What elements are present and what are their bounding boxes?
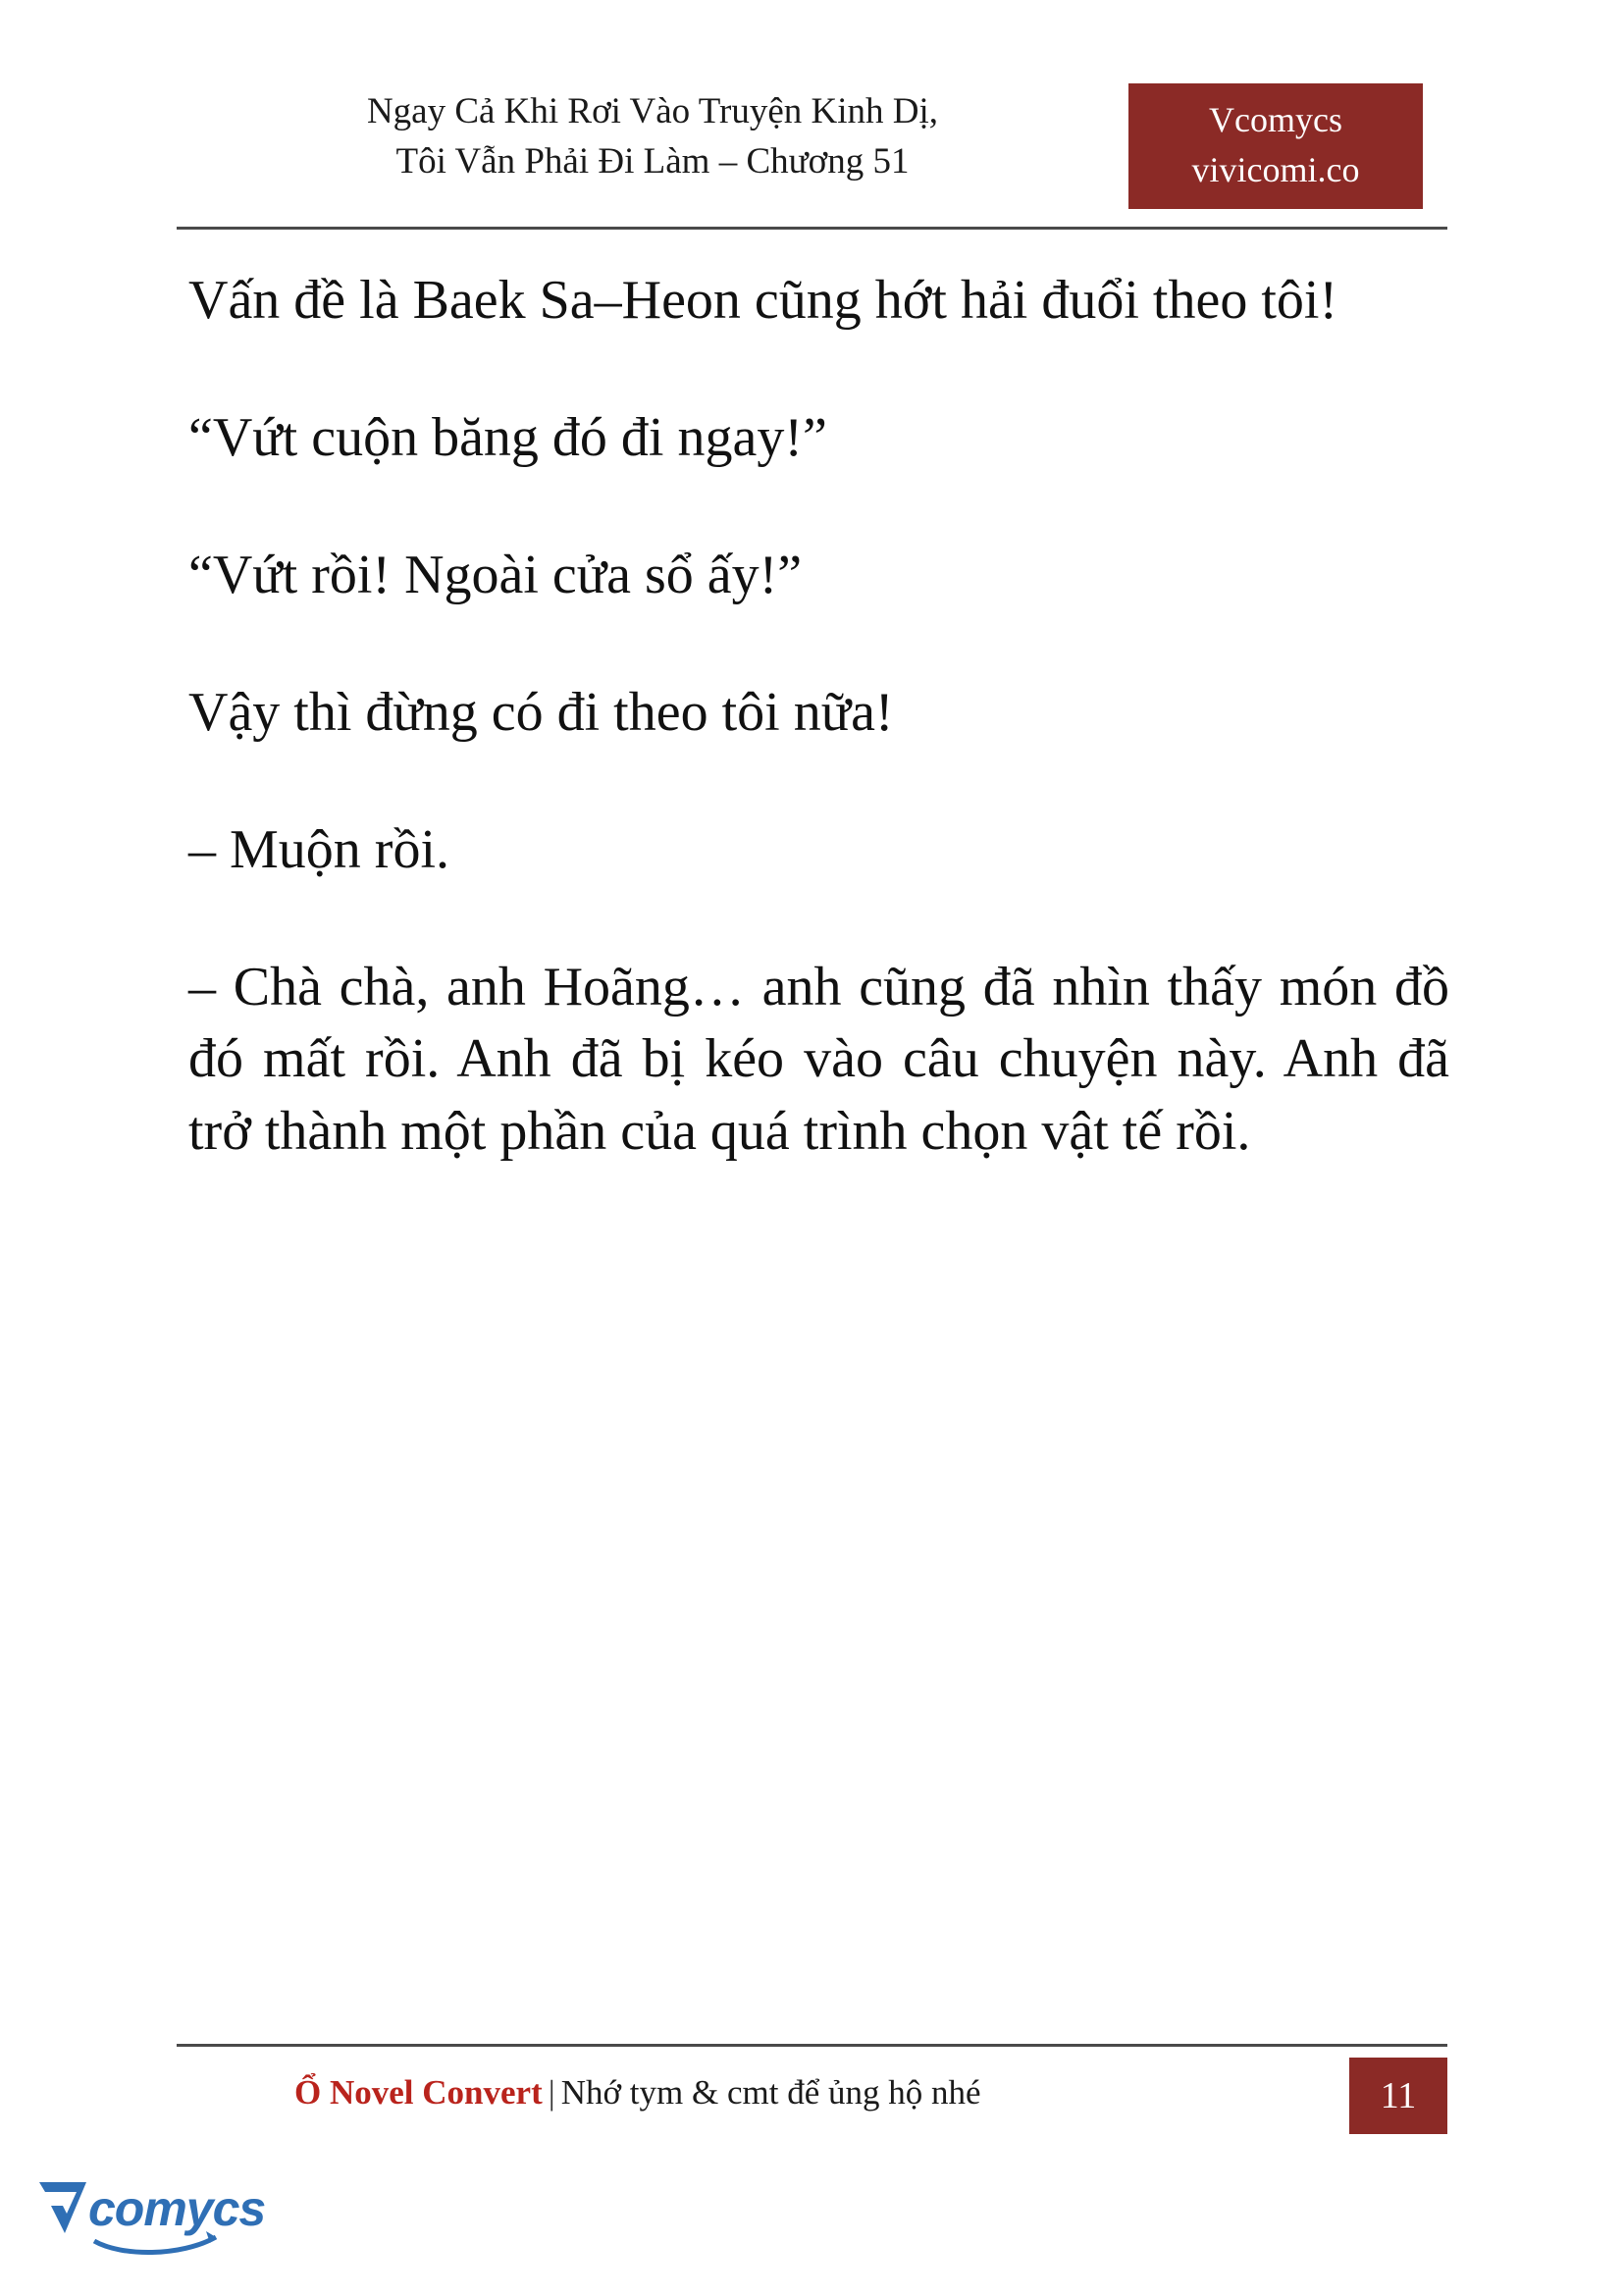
footer-credit <box>294 2073 981 2112</box>
footer-separator: | <box>548 2073 555 2112</box>
paragraph: – Muộn rồi. <box>188 818 449 880</box>
page-header <box>177 86 1447 214</box>
header-title <box>177 86 1128 186</box>
paragraph: “Vứt rồi! Ngoài cửa sổ ấy!” <box>188 544 803 605</box>
page-footer <box>177 2065 1447 2136</box>
header-divider <box>177 227 1447 230</box>
footer-brand: Ổ Novel Convert <box>294 2073 543 2112</box>
vcomycs-watermark-text: comycs <box>88 2181 266 2236</box>
footer-note: Nhớ tym & cmt để ủng hộ nhé <box>560 2073 981 2112</box>
site-badge-url: vivicomi.co <box>1191 150 1360 190</box>
page-number: 11 <box>1349 2058 1447 2134</box>
paragraph: Vậy thì đừng có đi theo tôi nữa! <box>188 681 894 743</box>
header-title-line-1: Ngay Cả Khi Rơi Vào Truyện Kinh Dị, <box>366 91 939 131</box>
vcomycs-watermark <box>33 2172 279 2261</box>
paragraph: – Chà chà, anh Hoãng… anh cũng đã nhìn thấy món đồ đó mất rồi. Anh đã bị kéo vào câu chuyện này. Anh đã trở thành một phần của quá trình chọn vật tế rồi. <box>188 956 1449 1163</box>
site-badge-name: Vcomycs <box>1209 100 1342 139</box>
header-title-line-2: Tôi Vẫn Phải Đi Làm – Chương 51 <box>395 141 910 183</box>
page-content <box>188 265 1449 1233</box>
site-badge <box>1128 83 1423 209</box>
footer-divider <box>177 2044 1447 2047</box>
paragraph: “Vứt cuộn băng đó đi ngay!” <box>188 406 827 468</box>
paragraph: Vấn đề là Baek Sa–Heon cũng hớt hải đuổi theo tôi! <box>188 270 1338 331</box>
